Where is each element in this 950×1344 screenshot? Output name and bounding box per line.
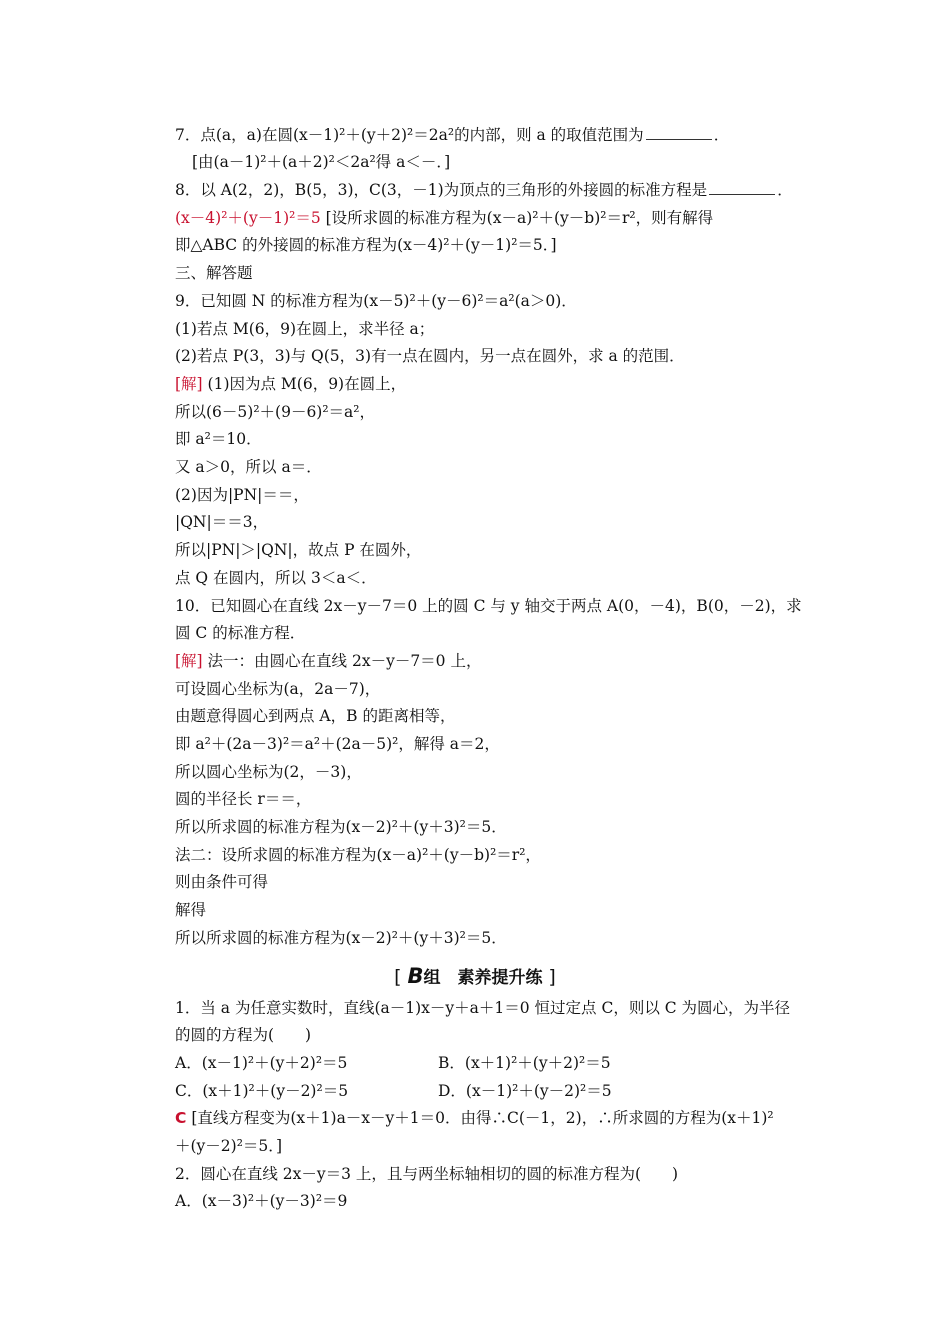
b1-option-b: B．(x＋1)²＋(y＋2)²＝5	[438, 1054, 611, 1072]
answer-7: [由(a－1)²＋(a＋2)²＜2a²得 a＜－．]	[192, 153, 451, 171]
question-10: 10．已知圆心在直线 2x－y－7＝0 上的圆 C 与 y 轴交于两点 A(0，－4)，B(0，－2)，求	[175, 597, 802, 615]
b-question-1-cont: 的圆的方程为( )	[175, 1026, 312, 1044]
solution-10-line9: 则由条件可得	[175, 873, 269, 891]
solution-10-line6: 圆的半径长 r＝＝，	[175, 790, 312, 808]
b1-option-c: C．(x＋1)²＋(y－2)²＝5	[175, 1082, 349, 1100]
question-7: 7．点(a，a)在圆(x－1)²＋(y＋2)²＝2a²的内部，则 a 的取值范围为 ．	[175, 126, 730, 144]
b1-option-a: A．(x－1)²＋(y＋2)²＝5	[175, 1054, 348, 1072]
solution-10-line2: 可设圆心坐标为(a，2a－7)，	[175, 680, 381, 698]
question-9-part1: (1)若点 M(6，9)在圆上，求半径 a；	[175, 320, 435, 338]
solution-9-line4: 又 a＞0，所以 a＝．	[175, 458, 322, 476]
solution-10-line5: 所以圆心坐标为(2，－3)，	[175, 763, 362, 781]
solution-10-line4: 即 a²＋(2a－3)²＝a²＋(2a－5)²，解得 a＝2，	[175, 735, 500, 753]
answer-blank	[646, 125, 712, 140]
solution-9-line3: 即 a²＝10．	[175, 430, 262, 448]
solution-9-line8: 点 Q 在圆内，所以 3＜a＜．	[175, 569, 377, 587]
solution-9-line1: [解] (1)因为点 M(6，9)在圆上，	[175, 375, 407, 393]
solution-9-line6: |QN|＝＝3，	[175, 513, 269, 531]
b1-option-d: D．(x－1)²＋(y－2)²＝5	[438, 1082, 612, 1100]
b1-explanation: C [直线方程变为(x＋1)a－x－y＋1＝0．由得∴C(－1，2)，∴所求圆的方程为(x＋1)²	[175, 1109, 774, 1127]
question-10-cont: 圆 C 的标准方程．	[175, 624, 306, 642]
solution-9-line7: 所以|PN|＞|QN|，故点 P 在圆外，	[175, 541, 422, 559]
solution-tag: [解]	[175, 652, 203, 670]
b-question-1: 1．当 a 为任意实数时，直线(a－1)x－y＋a＋1＝0 恒过定点 C，则以 C 为圆心，为半径	[175, 999, 791, 1017]
solution-10-line11: 所以所求圆的标准方程为(x－2)²＋(y＋3)²＝5．	[175, 929, 507, 947]
section-b-letter: B	[407, 964, 424, 988]
solution-10-line3: 由题意得圆心到两点 A，B 的距离相等，	[175, 707, 456, 725]
answer-blank	[709, 180, 775, 195]
b1-answer-key: C	[175, 1109, 187, 1127]
answer-8: (x－4)²＋(y－1)²＝5 [设所求圆的标准方程为(x－a)²＋(y－b)²＝r²，则有解得	[175, 209, 714, 227]
question-9-part2: (2)若点 P(3，3)与 Q(5，3)有一点在圆内，另一点在圆外，求 a 的范围．	[175, 347, 685, 365]
solution-10-line1: [解] 法一：由圆心在直线 2x－y－7＝0 上，	[175, 652, 482, 670]
solution-10-line10: 解得	[175, 901, 207, 919]
solution-10-line8: 法二：设所求圆的标准方程为(x－a)²＋(y－b)²＝r²，	[175, 846, 541, 864]
solution-tag: [解]	[175, 375, 203, 393]
question-8: 8．以 A(2，2)，B(5，3)，C(3，－1)为顶点的三角形的外接圆的标准方程是 ．	[175, 181, 793, 199]
b1-explanation-cont: ＋(y－2)²＝5．]	[175, 1137, 283, 1155]
solution-9-line5: (2)因为|PN|＝＝，	[175, 486, 309, 504]
section-heading: 三、解答题	[175, 264, 253, 282]
answer-8-key: (x－4)²＋(y－1)²＝5	[175, 209, 321, 227]
solution-9-line2: 所以(6－5)²＋(9－6)²＝a²，	[175, 403, 376, 421]
answer-8-cont: 即△ABC 的外接圆的标准方程为(x－4)²＋(y－1)²＝5．]	[175, 236, 557, 254]
b2-option-a: A．(x－3)²＋(y－3)²＝9	[175, 1192, 348, 1210]
solution-10-line7: 所以所求圆的标准方程为(x－2)²＋(y＋3)²＝5．	[175, 818, 507, 836]
b-question-2: 2．圆心在直线 2x－y＝3 上，且与两坐标轴相切的圆的标准方程为( )	[175, 1165, 679, 1183]
section-b-heading: [ B组 素养提升练 ]	[394, 964, 556, 988]
question-9: 9．已知圆 N 的标准方程为(x－5)²＋(y－6)²＝a²(a＞0)．	[175, 292, 577, 310]
